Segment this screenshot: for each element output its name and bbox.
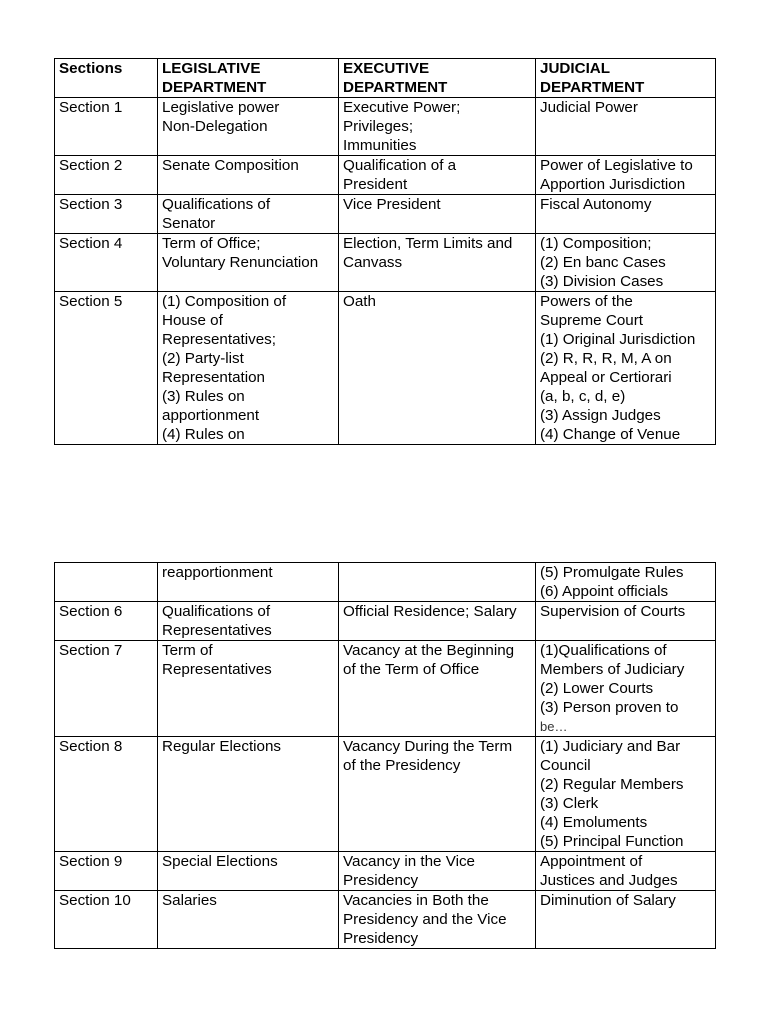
section-cell: Section 4 bbox=[55, 234, 158, 292]
table-row bbox=[55, 641, 716, 737]
judicial-cell: (5) Promulgate Rules (6) Appoint officials bbox=[536, 563, 716, 602]
executive-cell: Oath bbox=[339, 292, 536, 445]
table-row bbox=[55, 891, 716, 949]
executive-cell: Official Residence; Salary bbox=[339, 602, 536, 641]
section-cell: Section 3 bbox=[55, 195, 158, 234]
executive-cell: Vacancy at the Beginning of the Term of Office bbox=[339, 641, 536, 737]
legislative-cell: Salaries bbox=[158, 891, 339, 949]
sections-table-page-1 bbox=[54, 58, 716, 445]
judicial-cell: Supervision of Courts bbox=[536, 602, 716, 641]
section-cell bbox=[55, 563, 158, 602]
executive-cell: Election, Term Limits and Canvass bbox=[339, 234, 536, 292]
judicial-cell: Powers of the Supreme Court (1) Original Jurisdiction (2) R, R, R, M, A on Appeal or Certiorari (a, b, c, d, e) (3) Assign Judges (4) Change of Venue bbox=[536, 292, 716, 445]
legislative-cell: (1) Composition of House of Representatives; (2) Party-list Representation (3) Rules on apportionment (4) Rules on bbox=[158, 292, 339, 445]
legislative-cell: Special Elections bbox=[158, 852, 339, 891]
table-row bbox=[55, 292, 716, 445]
executive-cell: Qualification of a President bbox=[339, 156, 536, 195]
judicial-cell: Judicial Power bbox=[536, 98, 716, 156]
executive-cell: Vacancies in Both the Presidency and the Vice Presidency bbox=[339, 891, 536, 949]
section-cell: Section 7 bbox=[55, 641, 158, 737]
judicial-cell-truncated-text: be… bbox=[540, 719, 568, 734]
header-executive: EXECUTIVE DEPARTMENT bbox=[339, 59, 536, 98]
header-sections: Sections bbox=[55, 59, 158, 98]
executive-cell: Executive Power; Privileges; Immunities bbox=[339, 98, 536, 156]
section-cell: Section 9 bbox=[55, 852, 158, 891]
legislative-cell: Term of Office; Voluntary Renunciation bbox=[158, 234, 339, 292]
executive-cell: Vacancy During the Term of the Presidency bbox=[339, 737, 536, 852]
section-cell: Section 1 bbox=[55, 98, 158, 156]
legislative-cell: Legislative power Non-Delegation bbox=[158, 98, 339, 156]
section-cell: Section 10 bbox=[55, 891, 158, 949]
legislative-cell: Term of Representatives bbox=[158, 641, 339, 737]
judicial-cell: (1) Judiciary and Bar Council (2) Regular Members (3) Clerk (4) Emoluments (5) Principal Function bbox=[536, 737, 716, 852]
judicial-cell: (1) Composition; (2) En banc Cases (3) Division Cases bbox=[536, 234, 716, 292]
executive-cell bbox=[339, 563, 536, 602]
table-row bbox=[55, 602, 716, 641]
table-row bbox=[55, 195, 716, 234]
header-legislative: LEGISLATIVE DEPARTMENT bbox=[158, 59, 339, 98]
judicial-cell: Appointment of Justices and Judges bbox=[536, 852, 716, 891]
executive-cell: Vacancy in the Vice Presidency bbox=[339, 852, 536, 891]
legislative-cell: Senate Composition bbox=[158, 156, 339, 195]
judicial-cell-text: (1)Qualifications of Members of Judiciary (2) Lower Courts (3) Person proven to bbox=[540, 642, 685, 716]
table-row bbox=[55, 563, 716, 602]
table-row bbox=[55, 98, 716, 156]
legislative-cell: reapportionment bbox=[158, 563, 339, 602]
table-row bbox=[55, 852, 716, 891]
section-cell: Section 6 bbox=[55, 602, 158, 641]
table-row bbox=[55, 234, 716, 292]
table-row bbox=[55, 156, 716, 195]
header-row bbox=[55, 59, 716, 98]
header-judicial: JUDICIAL DEPARTMENT bbox=[536, 59, 716, 98]
judicial-cell: Power of Legislative to Apportion Jurisdiction bbox=[536, 156, 716, 195]
section-cell: Section 5 bbox=[55, 292, 158, 445]
section-cell: Section 2 bbox=[55, 156, 158, 195]
executive-cell: Vice President bbox=[339, 195, 536, 234]
judicial-cell bbox=[536, 641, 716, 737]
section-cell: Section 8 bbox=[55, 737, 158, 852]
sections-table-page-2 bbox=[54, 562, 716, 949]
table-row bbox=[55, 737, 716, 852]
legislative-cell: Qualifications of Senator bbox=[158, 195, 339, 234]
judicial-cell: Diminution of Salary bbox=[536, 891, 716, 949]
legislative-cell: Qualifications of Representatives bbox=[158, 602, 339, 641]
legislative-cell: Regular Elections bbox=[158, 737, 339, 852]
judicial-cell: Fiscal Autonomy bbox=[536, 195, 716, 234]
